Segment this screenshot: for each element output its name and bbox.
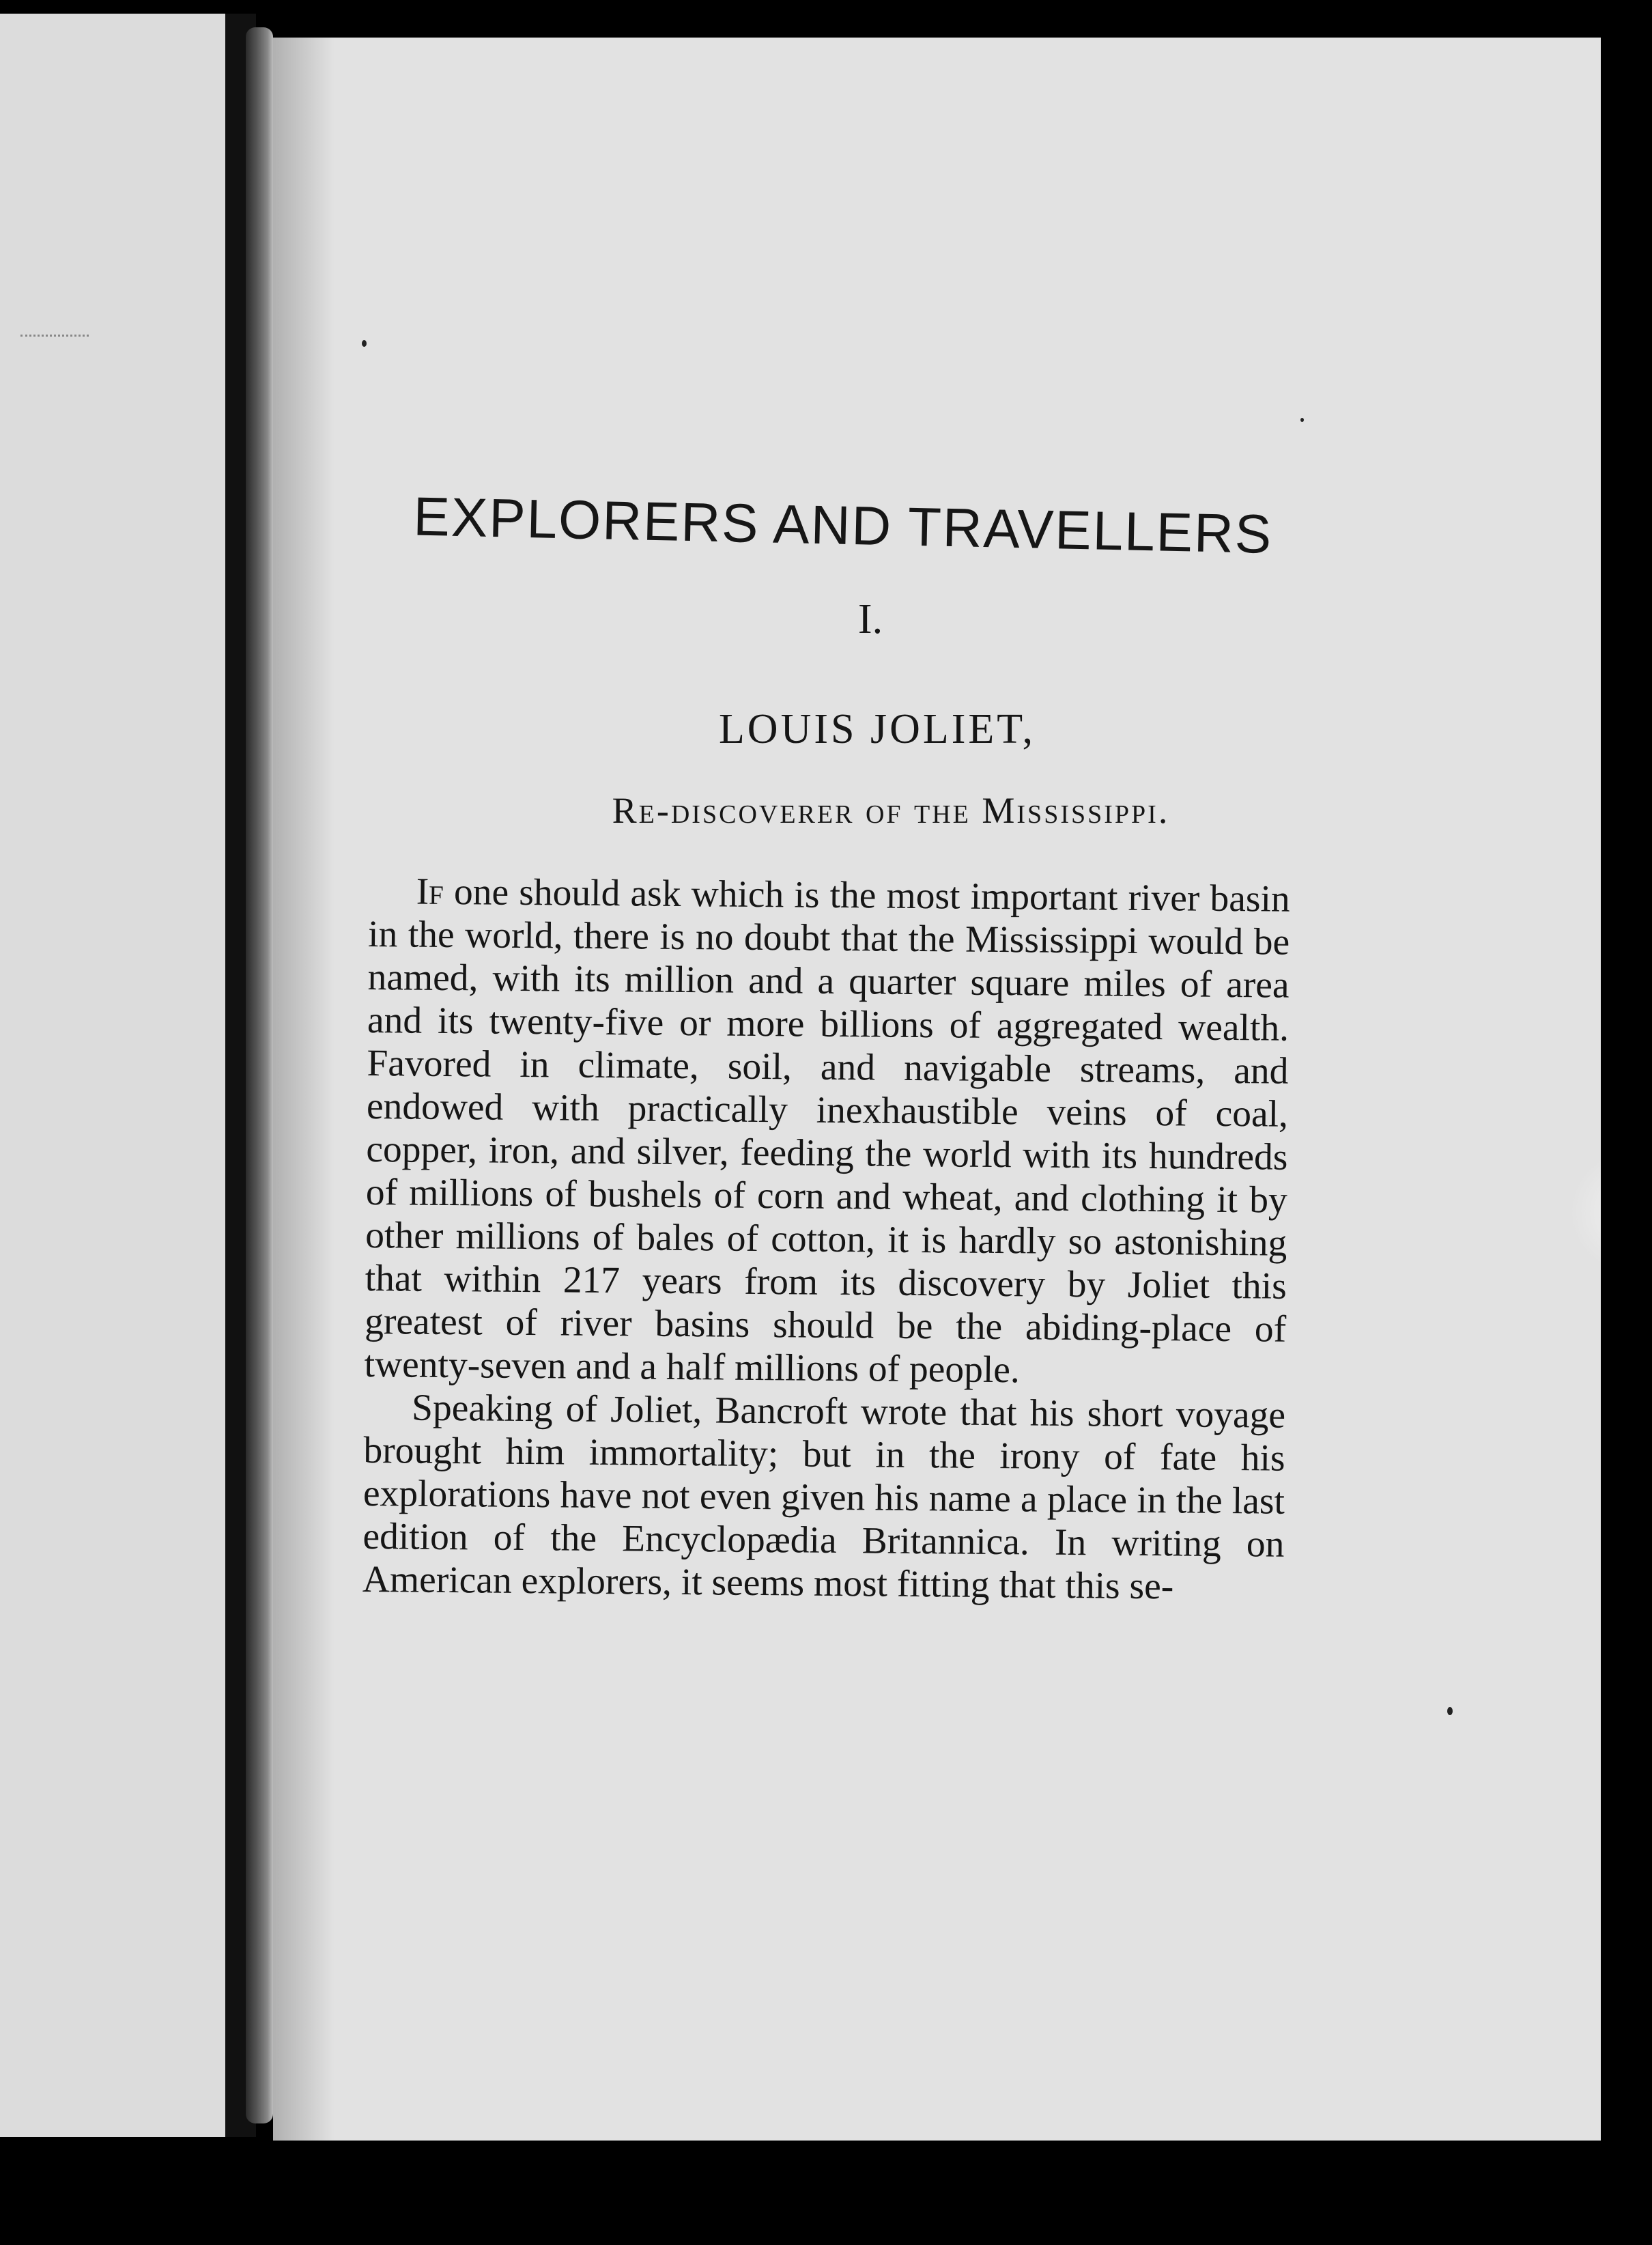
paragraph-1-lead: If xyxy=(416,871,444,913)
chapter-name: LOUIS JOLIET, xyxy=(718,706,1036,752)
page-shadow xyxy=(273,38,334,2141)
speck xyxy=(1300,418,1304,422)
page-content xyxy=(362,485,1290,1608)
paragraph-1-text: one should ask which is the most important river basin in the world, there is no doubt that the Mississippi would be named, with its million and a quarter square miles of area and its twenty-five or more billions of aggregated wealth. Favored in climate, soil, and navigable streams, and endowed with practically inexhaustible veins of coal, copper, iron, and silver, feeding the world with its hundreds of millions of bushels of corn and wheat, and clothing it by other millions of bales of cotton, it is hardly so astonishing that within 217 years from its discovery by Joliet this greatest of river basins should be the abiding-place of twenty-seven and a half millions of people. xyxy=(364,871,1290,1392)
book-title: EXPLORERS AND TRAVELLERS xyxy=(412,485,1274,565)
left-page xyxy=(0,14,236,2137)
speck xyxy=(362,340,367,347)
chapter-subtitle: Re-discoverer of the Mississippi. xyxy=(612,790,1170,831)
chapter-number: I. xyxy=(857,596,883,643)
body-text xyxy=(362,870,1290,1609)
paragraph-2: Speaking of Joliet, Bancroft wrote that his short voyage brought him immortality; but in the irony of fate his explorations have not even given his name a place in the last edition of the Encyclopædia Britannica. In writing on American explorers, it seems most fitting that this se- xyxy=(362,1387,1286,1608)
left-page-mark xyxy=(20,335,89,339)
paragraph-1 xyxy=(364,870,1290,1394)
book-spine xyxy=(246,27,273,2123)
speck xyxy=(1447,1707,1453,1715)
